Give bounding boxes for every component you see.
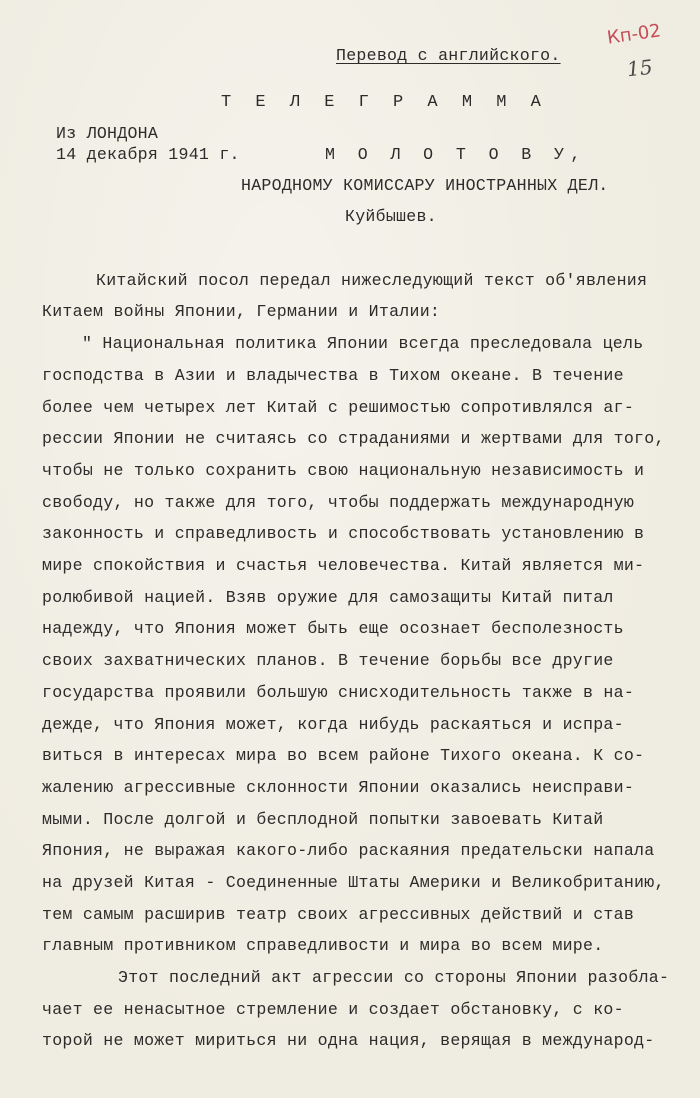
body-line: чтобы не только сохранить свою национальную независимость и [42, 461, 645, 480]
body-line: виться в интересах мира во всем районе Тихого океана. К со- [42, 746, 645, 765]
origin-place: Из ЛОНДОНА [56, 124, 159, 143]
addressee-name: М О Л О Т О В У, [325, 145, 587, 164]
body-line: мыми. После долгой и бесплодной попытки завоевать Китай [42, 810, 604, 829]
body-line: " Национальная политика Японии всегда преследовала цель [82, 334, 644, 353]
body-line: своих захватнических планов. В течение борьбы все другие [42, 651, 614, 670]
body-line: Китаем войны Японии, Германии и Италии: [42, 302, 441, 321]
archive-mark: Кп-02 [605, 20, 663, 49]
document-type-title: Т Е Л Е Г Р А М М А [221, 93, 548, 112]
body-line: государства проявили большую снисходительность также в на- [42, 683, 635, 702]
addressee-title: НАРОДНОМУ КОМИССАРУ ИНОСТРАННЫХ ДЕЛ. [241, 176, 609, 195]
body-line: жалению агрессивные склонности Японии оказались неисправи- [42, 778, 635, 797]
body-line: более чем четырех лет Китай с решимостью сопротивлялся аг- [42, 398, 635, 417]
body-line: дежде, что Япония может, когда нибудь раскаяться и испра- [42, 715, 624, 734]
body-line: ролюбивой нацией. Взяв оружие для самозащиты Китай питал [42, 588, 614, 607]
body-line: тем самым расширив театр своих агрессивных действий и став [42, 905, 635, 924]
body-line: торой не может мириться ни одна нация, верящая в международ- [42, 1031, 655, 1050]
addressee-city: Куйбышев. [345, 207, 437, 226]
body-line: надежду, что Япония может быть еще осознает бесполезность [42, 619, 624, 638]
body-line: Китайский посол передал нижеследующий текст об'явления [96, 271, 648, 290]
body-line: Япония, не выражая какого-либо раскаяния предательски напала [42, 841, 655, 860]
origin-date: 14 декабря 1941 г. [56, 145, 240, 164]
body-line: законность и справедливость и способствовать установлению в [42, 524, 645, 543]
body-line: чает ее ненасытное стремление и создает обстановку, с ко- [42, 1000, 624, 1019]
body-line: мире спокойствия и счастья человечества. Китай является ми- [42, 556, 645, 575]
body-line: рессии Японии не считаясь со страданиями и жертвами для того, [42, 429, 665, 448]
translation-note: Перевод с английского. [336, 46, 561, 65]
body-line: Этот последний акт агрессии со стороны Японии разобла- [118, 968, 670, 987]
sheet-number: 15 [625, 54, 654, 82]
body-line: на друзей Китая - Соединенные Штаты Америки и Великобританию, [42, 873, 665, 892]
body-line: господства в Азии и владычества в Тихом океане. В течение [42, 366, 624, 385]
body-line: главным противником справедливости и мира во всем мире. [42, 936, 604, 955]
body-line: свободу, но также для того, чтобы поддержать международную [42, 493, 635, 512]
